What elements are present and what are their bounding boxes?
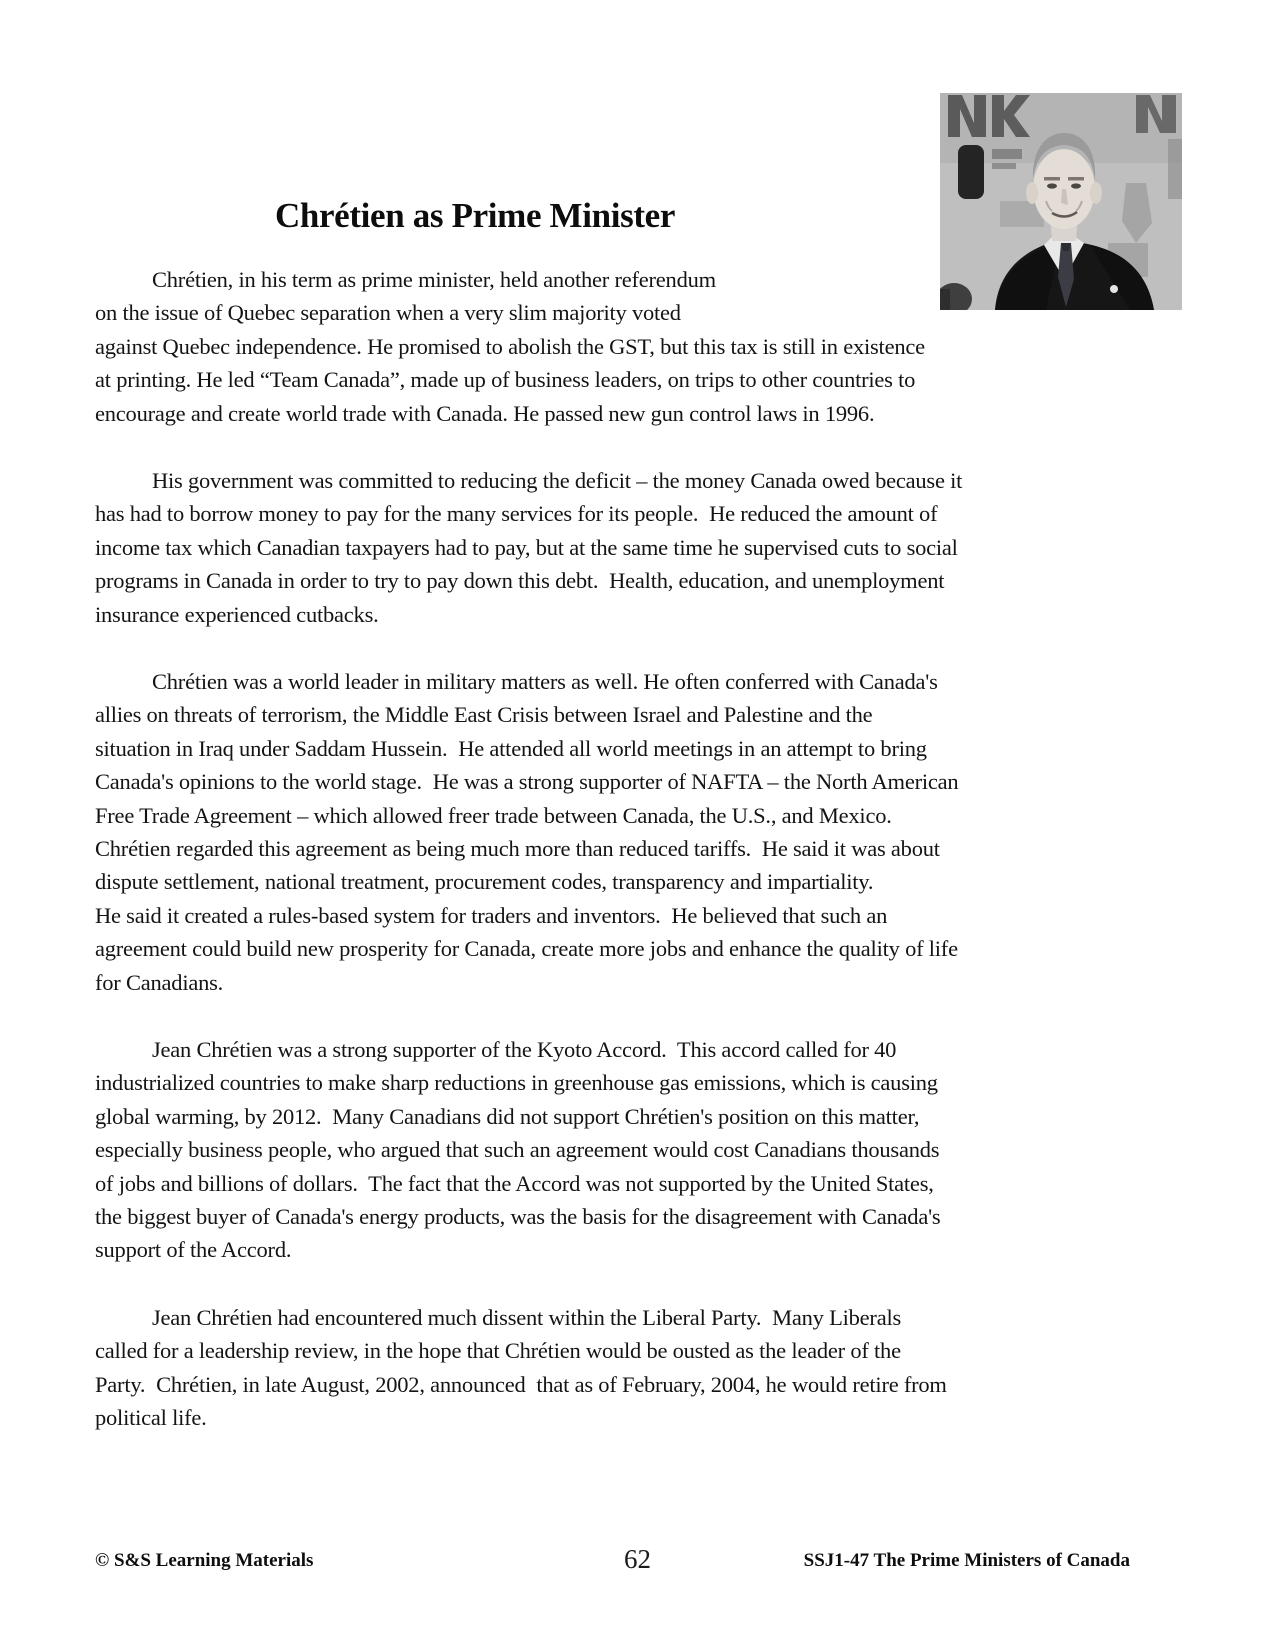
paragraph-deficit bbox=[95, 464, 1195, 631]
text-line: of jobs and billions of dollars. The fact that the Accord was not supported by the United States, bbox=[95, 1170, 934, 1196]
text-line: political life. bbox=[95, 1405, 207, 1431]
text-line: encourage and create world trade with Canada. He passed new gun control laws in 1996. bbox=[95, 400, 875, 426]
text-line: allies on threats of terrorism, the Middle East Crisis between Israel and Palestine and the bbox=[95, 702, 873, 728]
text-line: His government was committed to reducing the deficit – the money Canada owed because it bbox=[152, 468, 963, 493]
text-line: agreement could build new prosperity for Canada, create more jobs and enhance the quality of life bbox=[95, 936, 958, 962]
footer-copyright: © S&S Learning Materials bbox=[95, 1550, 314, 1571]
text-line: Chrétien, in his term as prime minister, held another referendum bbox=[152, 267, 716, 292]
text-line: dispute settlement, national treatment, procurement codes, transparency and impartiality. bbox=[95, 869, 874, 895]
text-line: the biggest buyer of Canada's energy products, was the basis for the disagreement with Canada's bbox=[95, 1204, 941, 1230]
text-line: Chrétien was a world leader in military matters as well. He often conferred with Canada's bbox=[152, 669, 938, 694]
text-line: Canada's opinions to the world stage. He was a strong supporter of NAFTA – the North American bbox=[95, 769, 959, 795]
text-line: for Canadians. bbox=[95, 969, 224, 995]
paragraph-kyoto bbox=[95, 1033, 1195, 1267]
text-line: programs in Canada in order to try to pay down this debt. Health, education, and unemployment bbox=[95, 568, 945, 594]
text-line: called for a leadership review, in the hope that Chrétien would be ousted as the leader of the bbox=[95, 1338, 901, 1364]
text-line: Jean Chrétien had encountered much dissent within the Liberal Party. Many Liberals bbox=[152, 1305, 902, 1330]
text-line: support of the Accord. bbox=[95, 1237, 292, 1263]
text-line: has had to borrow money to pay for the many services for its people. He reduced the amount of bbox=[95, 501, 938, 527]
text-line: global warming, by 2012. Many Canadians did not support Chrétien's position on this matter, bbox=[95, 1103, 920, 1129]
text-line: situation in Iraq under Saddam Hussein. He attended all world meetings in an attempt to bring bbox=[95, 735, 927, 761]
page-number: 62 bbox=[624, 1544, 651, 1574]
text-line: Chrétien regarded this agreement as being much more than reduced tariffs. He said it was about bbox=[95, 836, 940, 862]
text-line: on the issue of Quebec separation when a very slim majority voted bbox=[95, 300, 681, 326]
paragraph-world-leader bbox=[95, 665, 1195, 999]
text-line: especially business people, who argued that such an agreement would cost Canadians thousands bbox=[95, 1137, 940, 1163]
text-line: Party. Chrétien, in late August, 2002, announced that as of February, 2004, he would retire from bbox=[95, 1371, 947, 1397]
text-line: Jean Chrétien was a strong supporter of the Kyoto Accord. This accord called for 40 bbox=[152, 1037, 897, 1062]
text-line: against Quebec independence. He promised to abolish the GST, but this tax is still in existence bbox=[95, 333, 925, 359]
text-line: income tax which Canadian taxpayers had to pay, but at the same time he supervised cuts to social bbox=[95, 534, 958, 560]
text-line: insurance experienced cutbacks. bbox=[95, 601, 379, 627]
text-line: He said it created a rules-based system for traders and inventors. He believed that such an bbox=[95, 902, 888, 928]
text-line: at printing. He led “Team Canada”, made up of business leaders, on trips to other countries to bbox=[95, 367, 916, 393]
text-line: Free Trade Agreement – which allowed freer trade between Canada, the U.S., and Mexico. bbox=[95, 802, 892, 828]
paragraph-liberal-dissent bbox=[95, 1301, 1195, 1435]
paragraph-referendum bbox=[95, 263, 1195, 430]
text-line: industrialized countries to make sharp reductions in greenhouse gas emissions, which is causing bbox=[95, 1070, 938, 1096]
page-title: Chrétien as Prime Minister bbox=[274, 196, 676, 235]
footer-product-code: SSJ1-47 The Prime Ministers of Canada bbox=[803, 1550, 1130, 1571]
